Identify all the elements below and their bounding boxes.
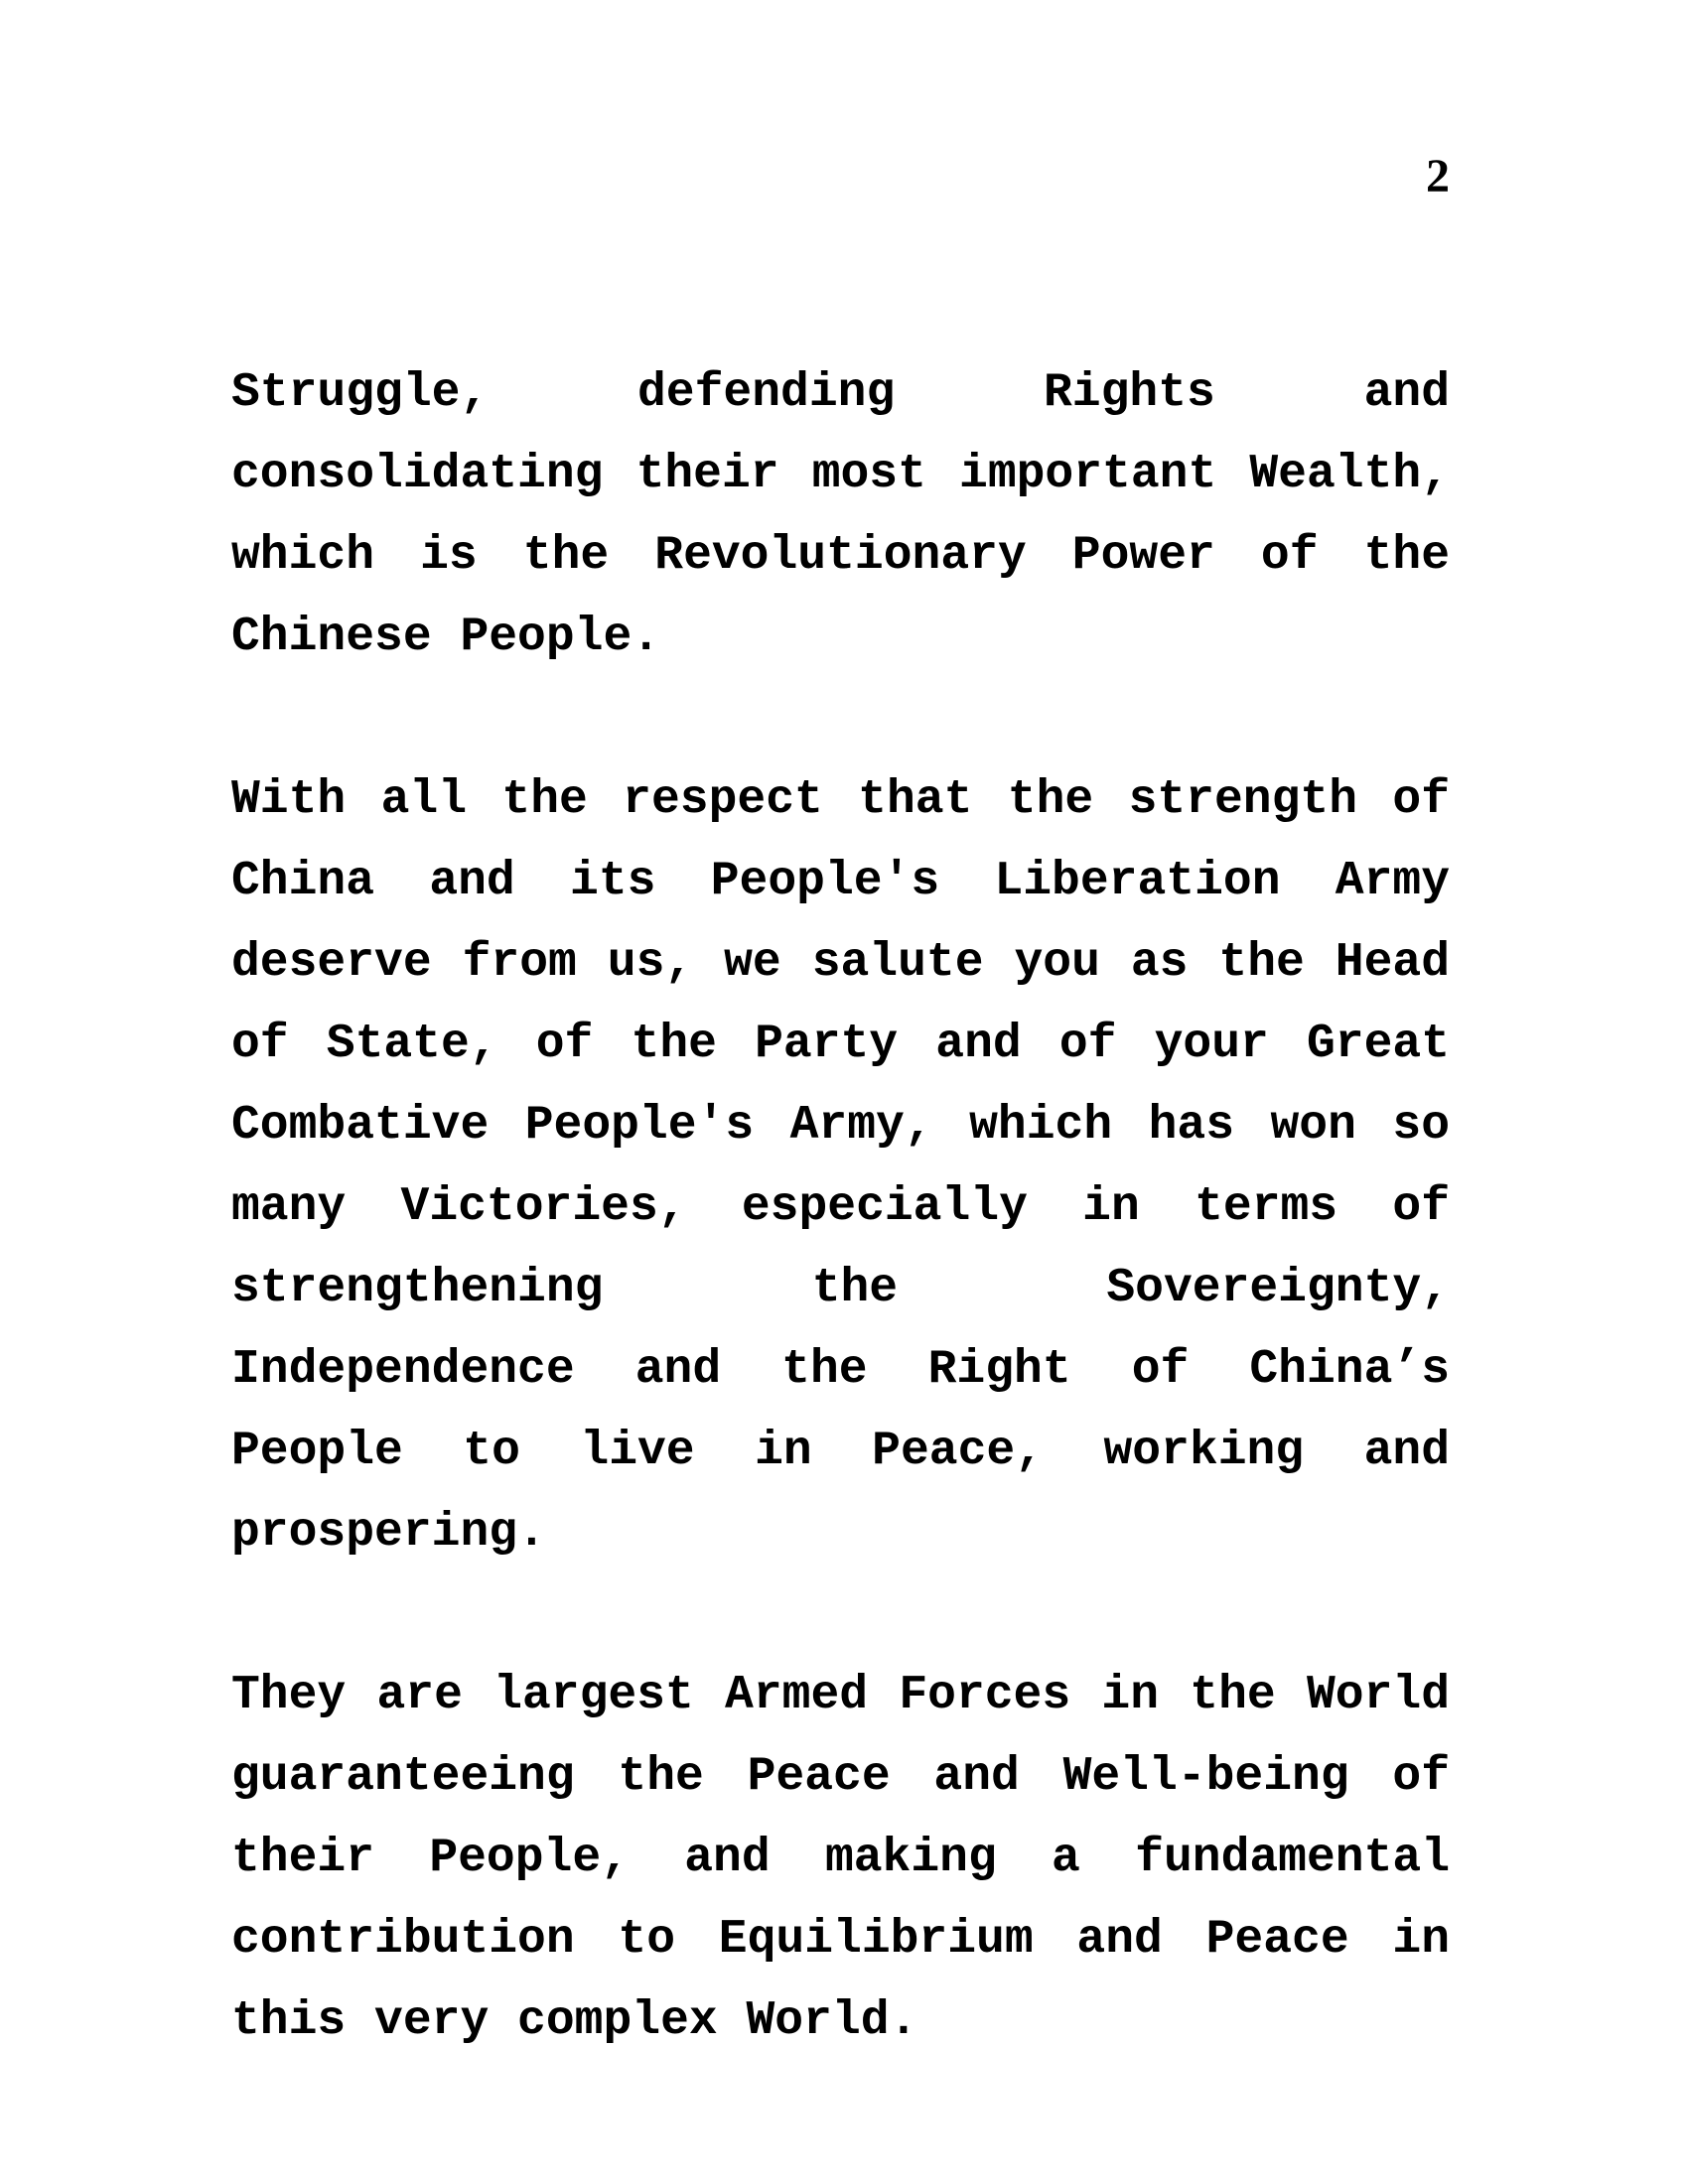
paragraph-1: Struggle, defending Rights and consolidating their most important Wealth, which is the Revolutionary Power of the Chinese People. [231,366,1450,664]
page-number: 2 [1426,150,1450,203]
document-body [231,352,1450,2062]
paragraph-3: They are largest Armed Forces in the World guaranteeing the Peace and Well-being of their People, and making a fundamental contribution to Equilibrium and Peace in this very complex World. [231,1669,1450,2048]
paragraph-2: With all the respect that the strength of China and its People's Liberation Army deserve from us, we salute you as the Head of State, of the Party and of your Great Combative People's Army, which has won so many Victories, especially in terms of strengthening the Sovereignty, Independence and the Right of China’s People to live in Peace, working and prospering. [231,773,1450,1560]
